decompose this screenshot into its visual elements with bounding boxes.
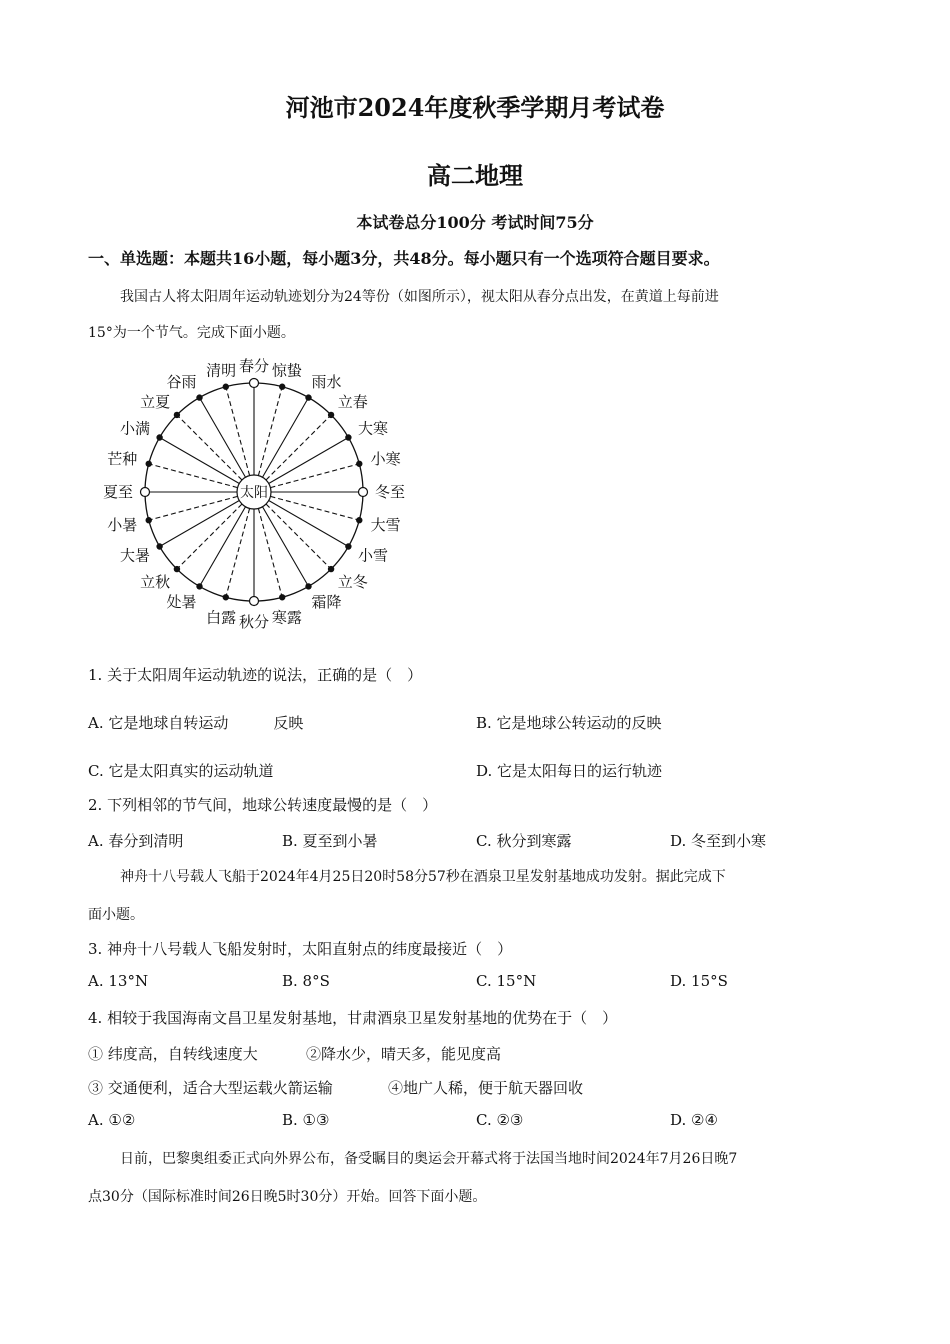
section-heading: 一、单选题：本题共16小题，每小题3分，共48分。每小题只有一个选项符合题目要求。 (88, 249, 720, 268)
intro2-line1: 神舟十八号载人飞船于2024年4月25日20时58分57秒在酒泉卫星发射基地成功发射。据此完成下 (120, 869, 726, 885)
spoke-14 (226, 508, 250, 597)
spoke-23 (200, 398, 246, 478)
term-dot-23 (196, 394, 202, 400)
intro1-line1: 我国古人将太阳周年运动轨迹划分为24等份（如图所示），视太阳从春分点出发，在黄道上每前进 (120, 289, 719, 305)
term-label-11: 霜降 (311, 592, 342, 611)
q2-option-d: D. 冬至到小寒 (670, 832, 767, 850)
term-dot-6 (356, 461, 362, 467)
q1-option-a: A. 它是地球自转运动 反映 (88, 714, 304, 732)
term-label-5: 大寒 (357, 419, 389, 438)
term-label-7: 冬至 (375, 483, 406, 501)
intro1-line2: 15°为一个节气。完成下面小题。 (88, 325, 295, 341)
exam-meta: 本试卷总分100分 考试时间75分 (356, 213, 594, 232)
term-label-18: 小暑 (107, 515, 138, 534)
term-dot-8 (356, 517, 362, 523)
spoke-5 (269, 438, 349, 484)
term-label-6: 小寒 (370, 450, 401, 469)
solar-terms-diagram (100, 352, 420, 642)
q2-stem: 2. 下列相邻的节气间，地球公转速度最慢的是（ ） (88, 796, 438, 814)
term-dot-5 (345, 434, 351, 440)
term-dot-4 (328, 412, 334, 418)
spoke-10 (266, 504, 331, 569)
spoke-15 (200, 507, 246, 587)
spoke-3 (263, 398, 309, 478)
term-dot-13 (250, 597, 259, 606)
q1-stem: 1. 关于太阳周年运动轨迹的说法，正确的是（ ） (88, 666, 423, 684)
spoke-17 (160, 501, 240, 547)
q4-option-b: B. ①③ (282, 1111, 330, 1129)
q3-option-b: B. 8°S (282, 972, 330, 990)
exam-subtitle: 高二地理 (427, 161, 523, 190)
q2-option-b: B. 夏至到小暑 (282, 832, 378, 850)
term-dot-1 (250, 379, 259, 388)
intro3-line2: 点30分（国际标准时间26日晚5时30分）开始。回答下面小题。 (88, 1189, 487, 1205)
term-label-17: 大暑 (119, 546, 151, 565)
q4-option-a: A. ①② (88, 1111, 136, 1129)
term-label-8: 大雪 (370, 515, 401, 534)
term-dot-3 (305, 394, 311, 400)
term-label-12: 寒露 (271, 608, 302, 627)
term-label-9: 小雪 (357, 546, 389, 565)
term-label-22: 立夏 (140, 393, 171, 412)
q4-stem: 4. 相较于我国海南文昌卫星发射基地，甘肃酒泉卫星发射基地的优势在于（ ） (88, 1009, 618, 1027)
q4-statement-3: ③ 交通便利，适合大型运载火箭运输 (88, 1079, 333, 1097)
spoke-24 (226, 387, 250, 476)
term-label-2: 惊蛰 (271, 361, 302, 380)
spoke-16 (177, 504, 242, 569)
spoke-18 (149, 496, 238, 520)
q3-stem: 3. 神舟十八号载人飞船发射时，太阳直射点的纬度最接近（ ） (88, 940, 513, 958)
term-dot-18 (146, 517, 152, 523)
term-label-24: 清明 (206, 361, 237, 380)
term-dot-10 (328, 566, 334, 572)
q3-option-c: C. 15°N (476, 972, 537, 990)
spoke-8 (270, 496, 359, 520)
spoke-4 (266, 415, 331, 480)
term-dot-14 (223, 594, 229, 600)
q2-option-c: C. 秋分到寒露 (476, 832, 572, 850)
spoke-22 (177, 415, 242, 480)
term-label-20: 芒种 (107, 450, 138, 469)
q1-option-d: D. 它是太阳每日的运行轨迹 (476, 762, 663, 780)
term-label-19: 夏至 (102, 483, 133, 501)
term-dot-22 (174, 412, 180, 418)
q4-statement-1: ① 纬度高，自转线速度大 (88, 1045, 258, 1063)
q2-option-a: A. 春分到清明 (88, 832, 184, 850)
term-dot-17 (156, 543, 162, 549)
term-dot-15 (196, 583, 202, 589)
q4-statement-2: ②降水少，晴天多，能见度高 (306, 1045, 502, 1063)
q4-option-d: D. ②④ (670, 1111, 718, 1129)
term-label-15: 处暑 (166, 592, 197, 611)
q4-option-c: C. ②③ (476, 1111, 524, 1129)
term-dot-21 (156, 434, 162, 440)
term-dot-12 (279, 594, 285, 600)
term-dot-24 (223, 384, 229, 390)
term-dot-19 (141, 488, 150, 497)
exam-title: 河池市2024年度秋季学期月考试卷 (285, 93, 665, 122)
spoke-20 (149, 464, 238, 488)
term-label-3: 雨水 (311, 373, 342, 392)
q1-option-b: B. 它是地球公转运动的反映 (476, 714, 662, 732)
term-label-16: 立秋 (140, 572, 171, 591)
term-dot-16 (174, 566, 180, 572)
q3-option-a: A. 13°N (88, 972, 149, 990)
spoke-6 (270, 464, 359, 488)
term-label-10: 立冬 (337, 572, 368, 591)
term-dot-20 (146, 461, 152, 467)
intro3-line1: 日前，巴黎奥组委正式向外界公布，备受瞩目的奥运会开幕式将于法国当地时间2024年7月26日晚7 (120, 1151, 738, 1167)
q3-option-d: D. 15°S (670, 972, 728, 990)
term-dot-11 (305, 583, 311, 589)
sun-label: 太阳 (240, 485, 268, 501)
term-dot-9 (345, 543, 351, 549)
term-label-13: 秋分 (238, 613, 270, 631)
term-label-1: 春分 (238, 357, 270, 375)
term-label-21: 小满 (119, 419, 151, 438)
spoke-21 (160, 438, 240, 484)
spoke-9 (269, 501, 349, 547)
term-dot-2 (279, 384, 285, 390)
q1-option-c: C. 它是太阳真实的运动轨道 (88, 762, 274, 780)
term-label-14: 白露 (206, 608, 237, 627)
spoke-12 (258, 508, 282, 597)
intro2-line2: 面小题。 (88, 907, 144, 923)
term-label-23: 谷雨 (166, 373, 197, 392)
q4-statement-4: ④地广人稀，便于航天器回收 (388, 1079, 584, 1097)
term-label-4: 立春 (337, 393, 368, 412)
spoke-2 (258, 387, 282, 476)
spoke-11 (263, 507, 309, 587)
term-dot-7 (359, 488, 368, 497)
